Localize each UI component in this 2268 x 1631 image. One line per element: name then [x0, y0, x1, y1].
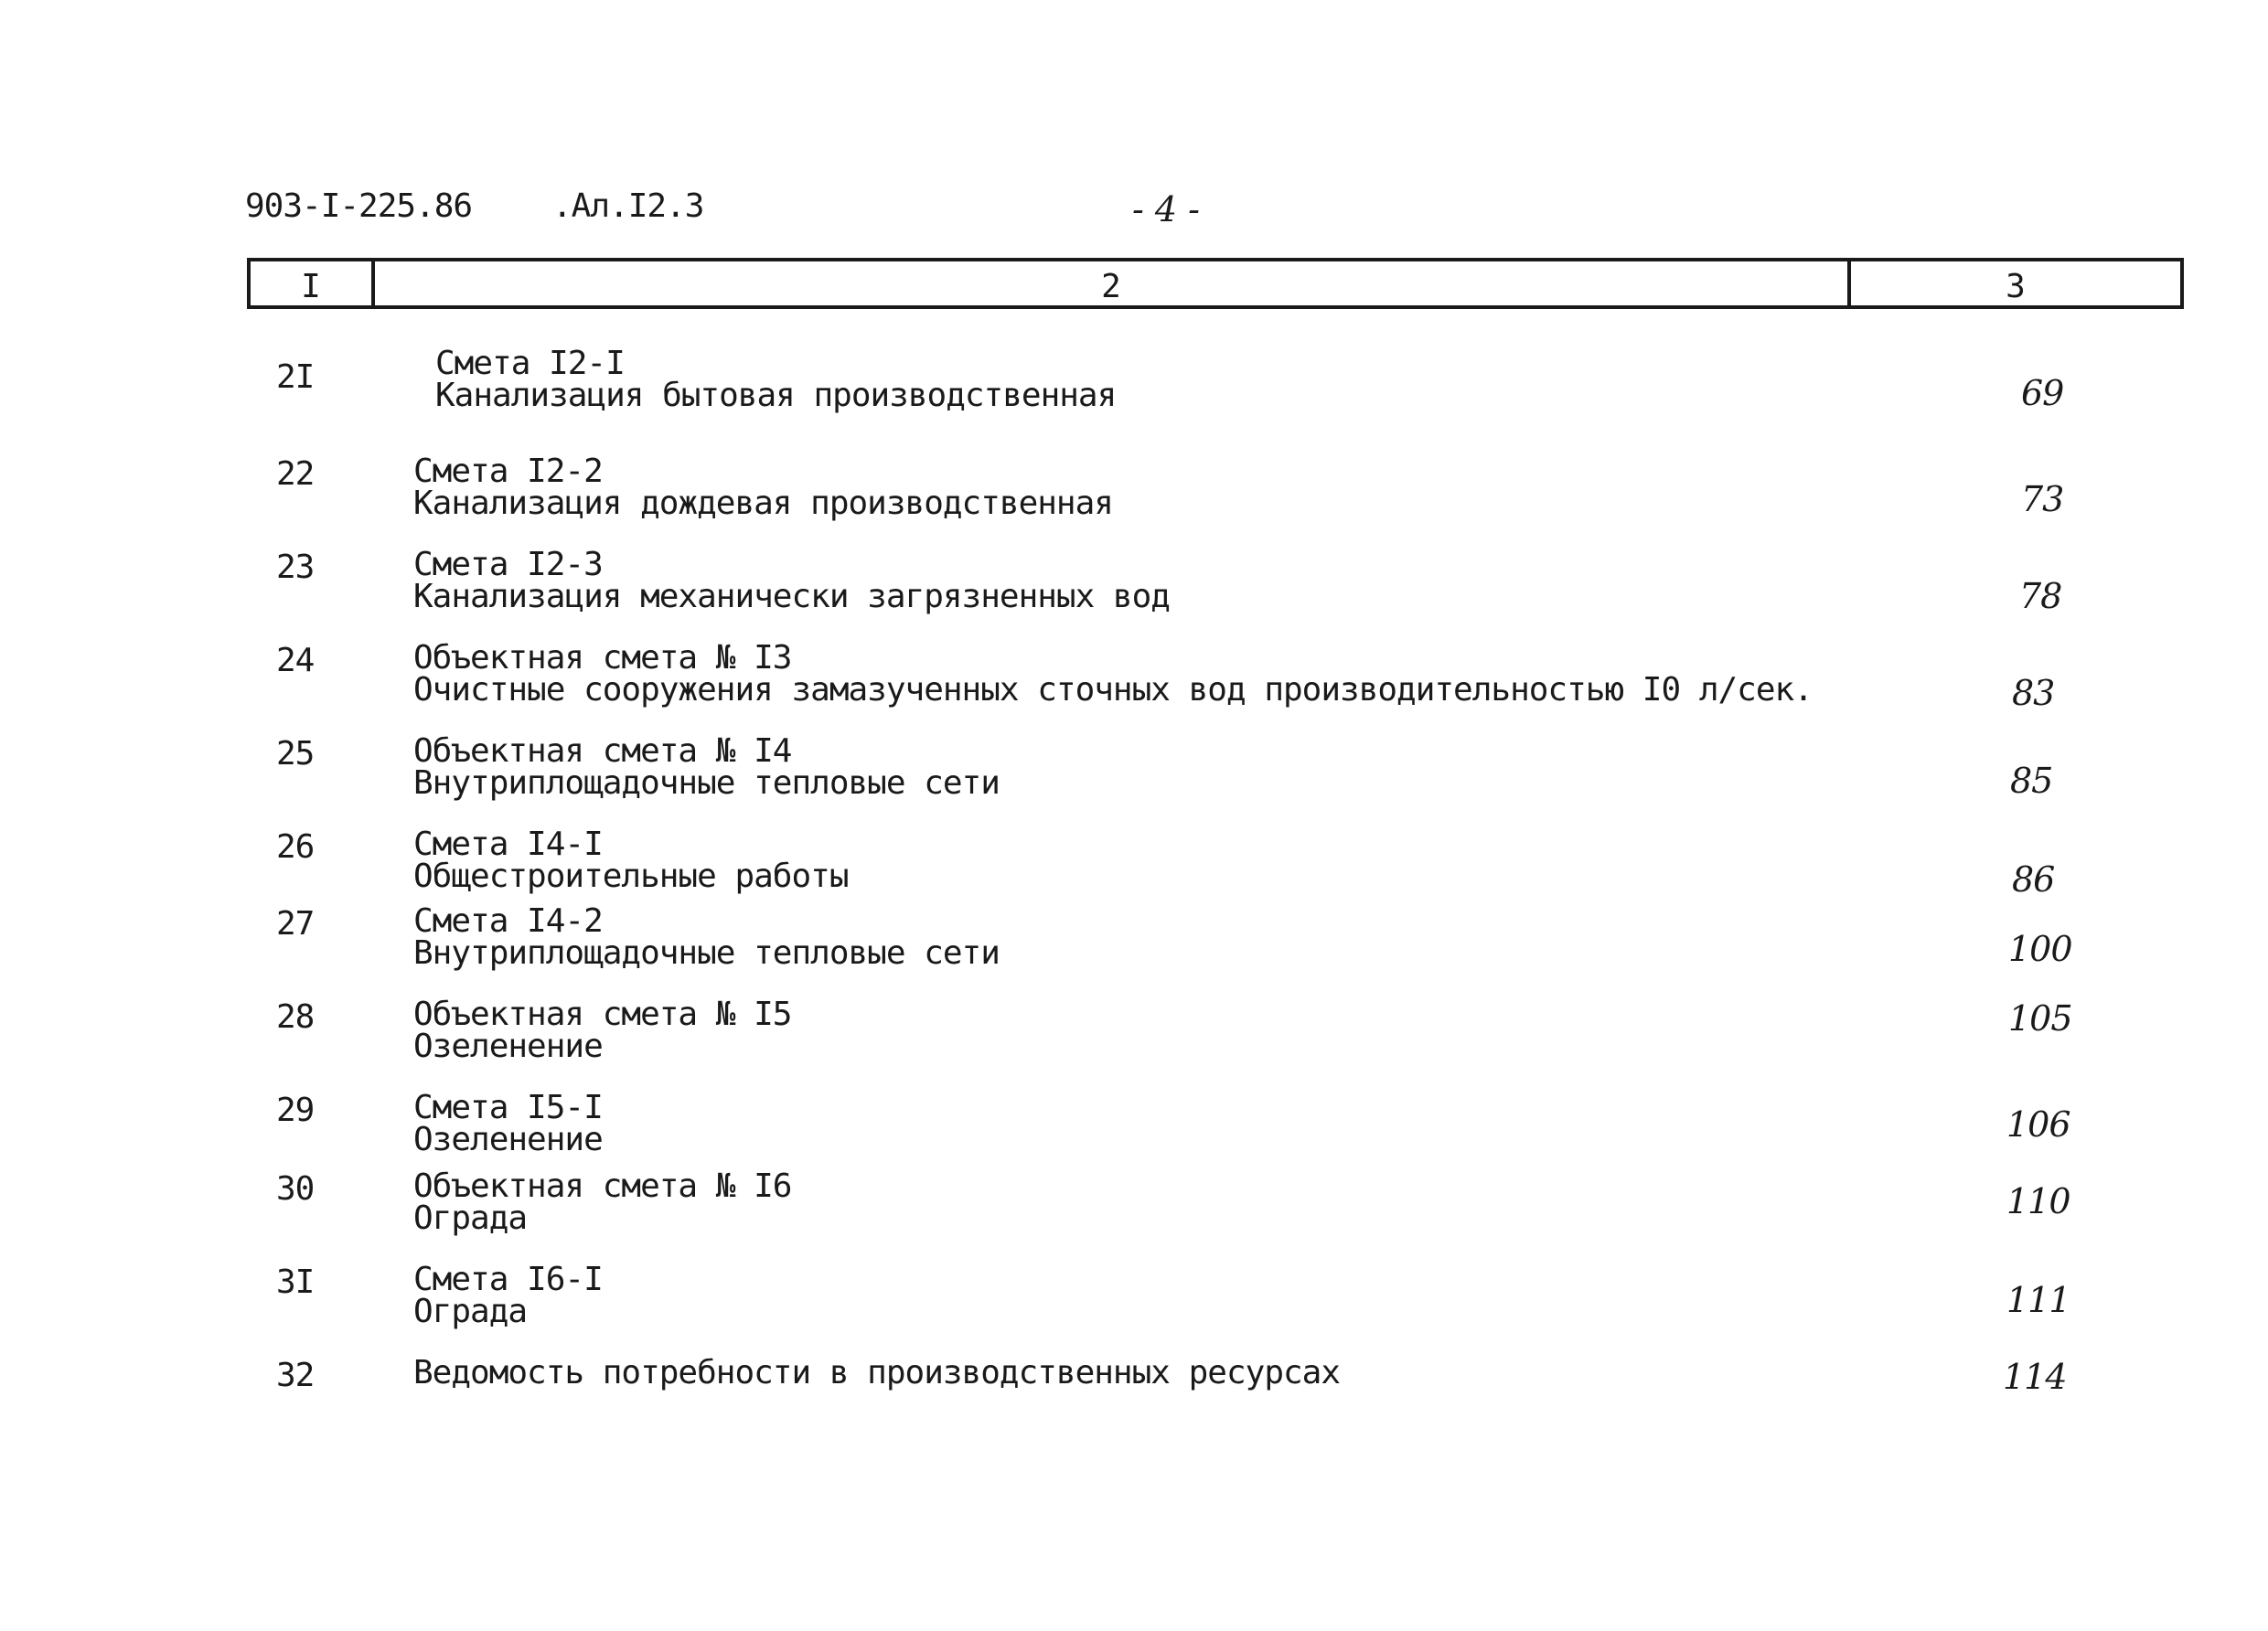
list-item	[0, 1089, 2268, 1165]
list-item	[0, 902, 2268, 978]
row-page: 110	[2006, 1181, 2070, 1221]
row-number: 2I	[276, 358, 315, 396]
list-item	[0, 828, 2268, 901]
row-number: 29	[276, 1092, 315, 1129]
list-item	[0, 1167, 2268, 1243]
row-title: Смета I5-I	[413, 1089, 603, 1126]
row-description: Канализация механически загрязненных вод	[413, 578, 1170, 615]
row-page: 111	[2006, 1280, 2070, 1320]
row-number: 25	[276, 735, 315, 773]
row-description: Канализация бытовая производственная	[435, 377, 1117, 414]
row-description: Очистные сооружения замазученных сточных вод производительностью I0 л/сек.	[413, 671, 1813, 709]
list-item	[0, 732, 2268, 808]
row-title: Смета I4-2	[413, 902, 603, 940]
column-header-2: 2	[375, 261, 1851, 305]
sheet-reference: .Ал.I2.3	[552, 187, 704, 225]
row-page: 105	[2008, 998, 2072, 1039]
list-item	[0, 1354, 2268, 1430]
list-item	[0, 998, 2268, 1071]
row-description: Ограда	[413, 1293, 528, 1330]
list-item	[0, 347, 2268, 421]
page-number: - 4 -	[1132, 189, 1201, 229]
row-number: 32	[276, 1357, 315, 1394]
row-page: 86	[2012, 859, 2055, 900]
row-page: 106	[2006, 1104, 2070, 1145]
row-title: Смета I4-I	[413, 826, 603, 863]
row-page: 78	[2019, 576, 2062, 616]
row-page: 85	[2010, 761, 2053, 801]
row-title: Смета I6-I	[413, 1261, 603, 1298]
row-description: Внутриплощадочные тепловые сети	[413, 934, 1000, 972]
column-header-1: I	[251, 261, 375, 305]
row-description: Общестроительные работы	[413, 858, 849, 895]
row-description: Озеленение	[413, 1121, 603, 1158]
row-page: 100	[2008, 929, 2072, 969]
document-code: 903-I-225.86	[245, 187, 473, 225]
row-number: 23	[276, 549, 315, 586]
column-header-row	[247, 258, 2184, 309]
row-title: Объектная смета № I3	[413, 639, 792, 677]
row-number: 3I	[276, 1263, 315, 1301]
row-number: 28	[276, 998, 315, 1036]
row-page: 114	[2003, 1357, 2067, 1397]
row-title: Ведомость потребности в производственных ресурсах	[413, 1354, 1341, 1391]
row-title: Объектная смета № I5	[413, 996, 792, 1033]
row-description: Ограда	[413, 1199, 528, 1237]
row-title: Смета I2-2	[413, 453, 603, 490]
row-page: 69	[2021, 373, 2064, 413]
list-item	[0, 1263, 2268, 1337]
row-description: Канализация дождевая производственная	[413, 485, 1113, 522]
row-title: Смета I2-I	[435, 345, 625, 382]
page-header	[245, 187, 2184, 233]
row-description: Озеленение	[413, 1028, 603, 1065]
row-page: 83	[2012, 673, 2055, 713]
row-description: Внутриплощадочные тепловые сети	[413, 764, 1000, 802]
row-title: Объектная смета № I6	[413, 1167, 792, 1205]
column-header-3: 3	[2006, 268, 2026, 305]
list-item	[0, 639, 2268, 715]
row-title: Смета I2-3	[413, 546, 603, 583]
row-number: 27	[276, 905, 315, 943]
row-number: 22	[276, 455, 315, 493]
row-number: 30	[276, 1170, 315, 1208]
row-number: 24	[276, 642, 315, 679]
list-item	[0, 455, 2268, 528]
row-number: 26	[276, 828, 315, 866]
list-item	[0, 546, 2268, 622]
row-title: Объектная смета № I4	[413, 732, 792, 770]
row-page: 73	[2021, 479, 2064, 519]
